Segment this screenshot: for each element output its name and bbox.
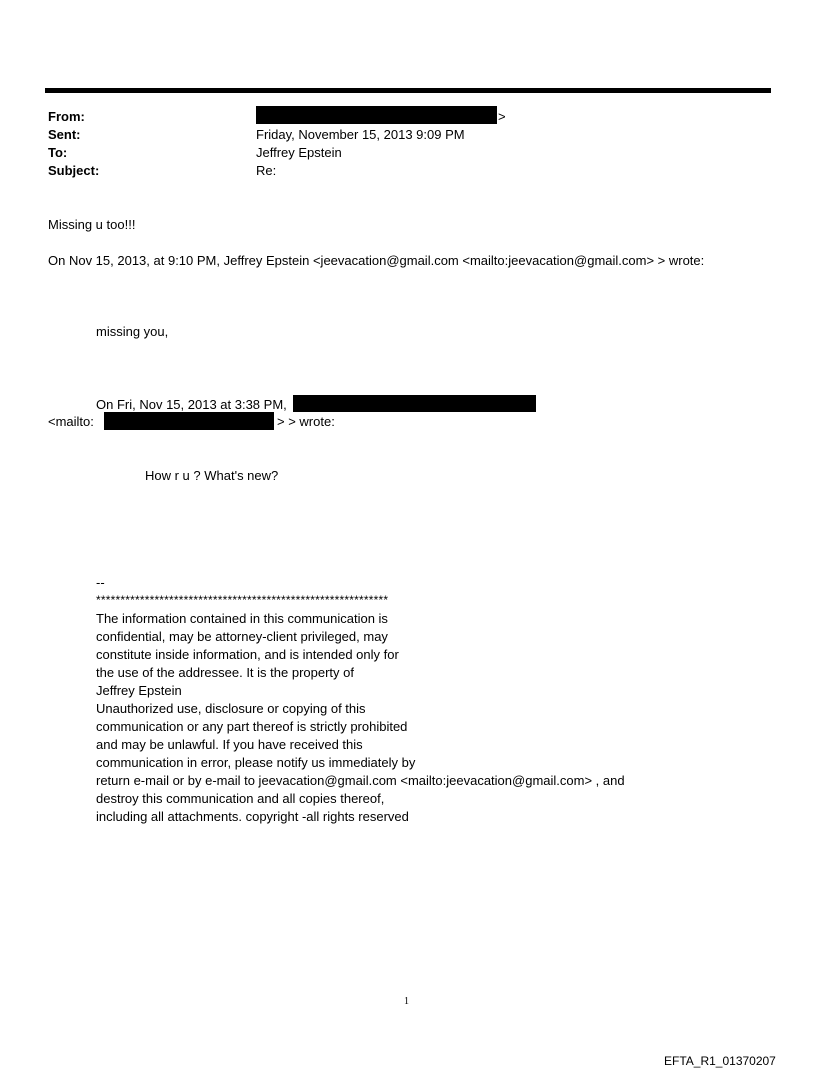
- quote1-text: missing you,: [96, 324, 169, 339]
- signature-separator: --: [96, 575, 105, 590]
- from-label: From:: [48, 109, 85, 124]
- disclaimer-line: return e-mail or by e-mail to jeevacation@gmail.com <mailto:jeevacation@gmail.com> , and: [96, 773, 625, 788]
- quote2-mailto-suffix: > > wrote:: [277, 414, 335, 429]
- subject-label: Subject:: [48, 163, 100, 178]
- quote2-attribution-start: On Fri, Nov 15, 2013 at 3:38 PM,: [96, 397, 287, 412]
- quote2-mailto-prefix: <mailto:: [48, 414, 94, 429]
- disclaimer-line: the use of the addressee. It is the property of: [96, 665, 354, 680]
- page-number: 1: [404, 996, 409, 1007]
- quote2-text: How r u ? What's new?: [145, 468, 279, 483]
- to-label: To:: [48, 145, 68, 160]
- disclaimer-line: confidential, may be attorney-client privileged, may: [96, 629, 388, 644]
- sent-value: Friday, November 15, 2013 9:09 PM: [256, 127, 465, 142]
- disclaimer-line: Jeffrey Epstein: [96, 683, 182, 698]
- redacted-sender-name: [293, 395, 536, 412]
- signature-stars: ************************************************************: [96, 593, 389, 607]
- confidentiality-disclaimer: [96, 610, 625, 826]
- quote1-attribution: On Nov 15, 2013, at 9:10 PM, Jeffrey Epstein <jeevacation@gmail.com <mailto:jeevacation@gmail.com> > wrote:: [48, 253, 705, 268]
- disclaimer-line: including all attachments. copyright -all rights reserved: [96, 809, 409, 824]
- disclaimer-line: constitute inside information, and is intended only for: [96, 647, 399, 662]
- bates-number: EFTA_R1_01370207: [664, 1054, 776, 1068]
- disclaimer-line: communication or any part thereof is strictly prohibited: [96, 719, 408, 734]
- disclaimer-line: communication in error, please notify us immediately by: [96, 755, 416, 770]
- disclaimer-line: and may be unlawful. If you have received this: [96, 737, 363, 752]
- reply-text: Missing u too!!!: [48, 217, 136, 232]
- from-value-suffix: >: [498, 109, 506, 124]
- header-rule: [45, 88, 771, 93]
- redacted-sender-email: [104, 412, 274, 430]
- disclaimer-line: destroy this communication and all copies thereof,: [96, 791, 385, 806]
- disclaimer-line: The information contained in this communication is: [96, 611, 388, 626]
- redacted-sender: [256, 106, 497, 124]
- to-value: Jeffrey Epstein: [256, 145, 342, 160]
- disclaimer-line: Unauthorized use, disclosure or copying of this: [96, 701, 366, 716]
- sent-label: Sent:: [48, 127, 81, 142]
- subject-value: Re:: [256, 163, 277, 178]
